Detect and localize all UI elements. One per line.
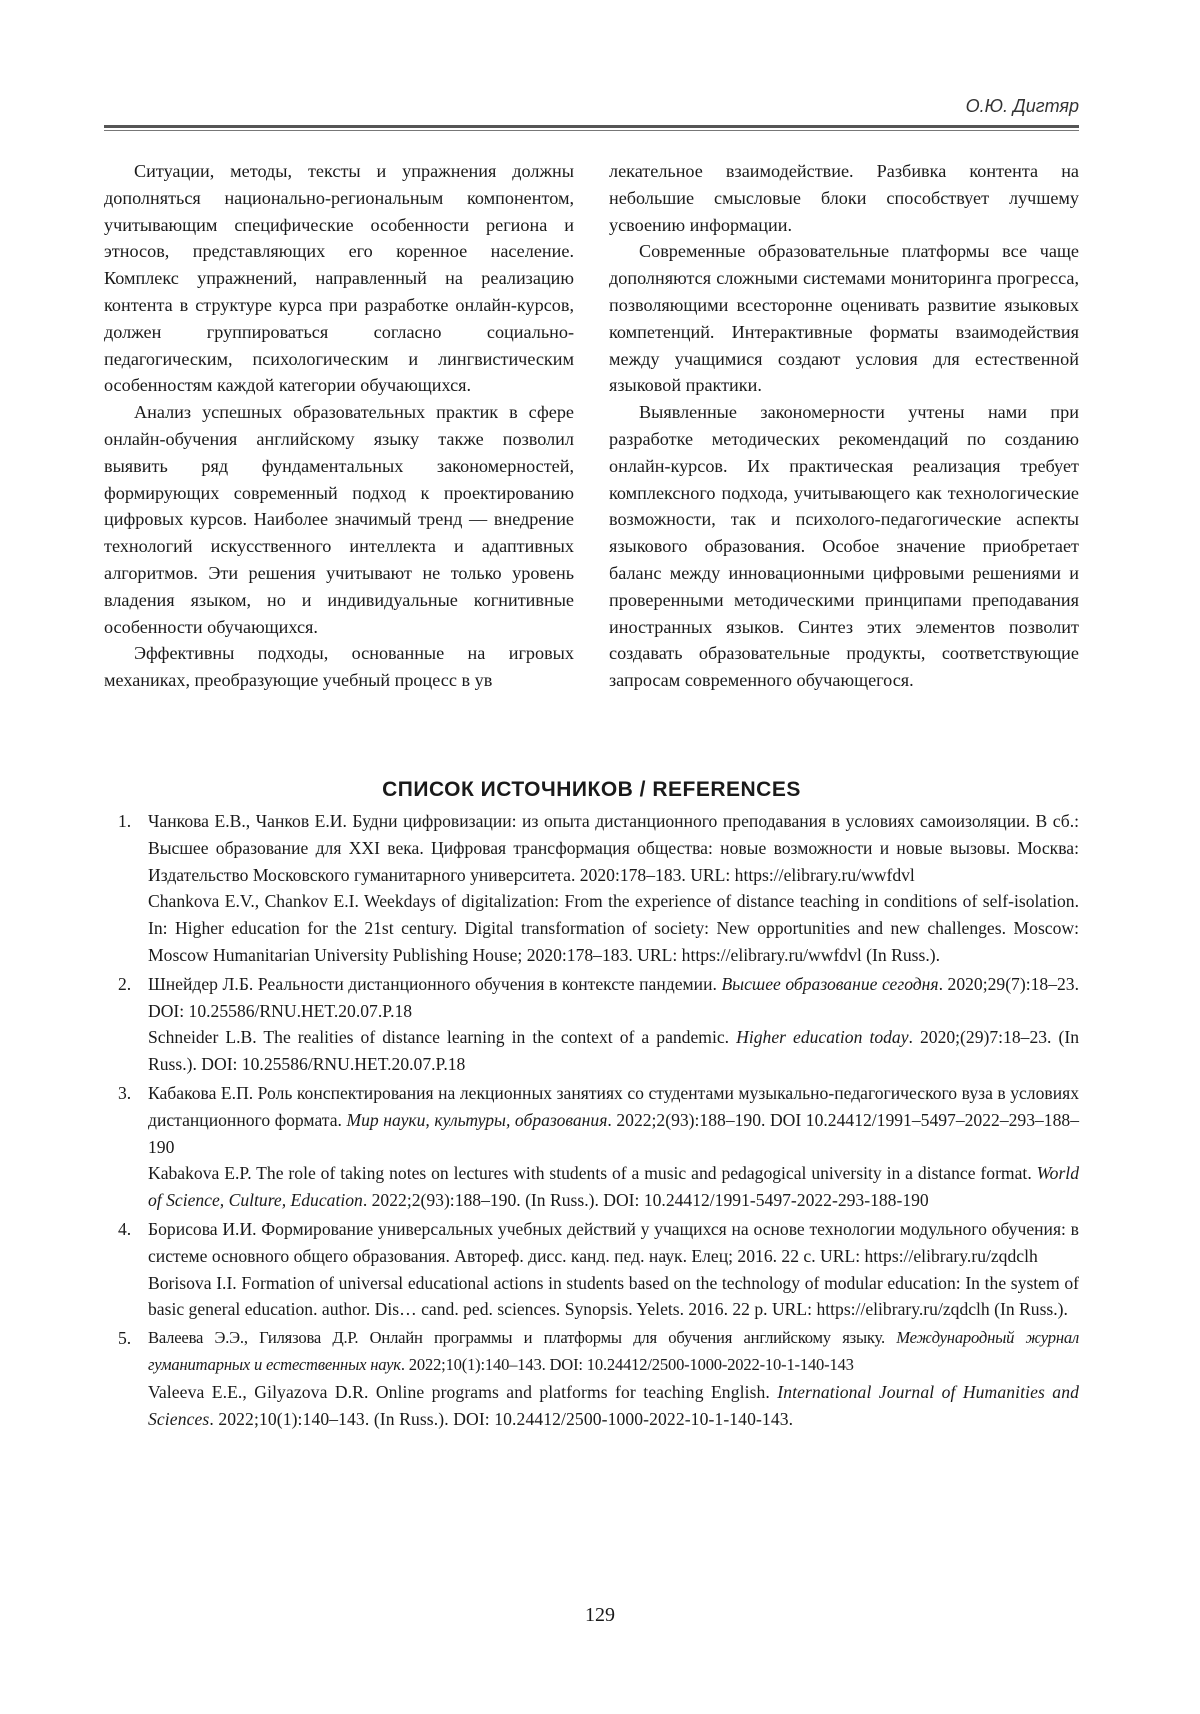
running-head-author: О.Ю. Дигтяр [965,96,1079,116]
journal-title: Higher education today [736,1027,909,1048]
reference-ru: Шнейдер Л.Б. Реальности дистанционного обучения в контексте пандемии. Высшее образование сегодня. 2020;29(7):18–23. DOI: 10.25586/RNU.HET.20.07.P.18 [148,973,1079,1021]
paragraph-continued: лекательное взаимодействие. Разбивка контента на небольшие смысловые блоки способствует лучшему усвоению информации. [609,161,1079,235]
reference-en: Schneider L.B. The realities of distance learning in the context of a pandemic. Higher education today. 2020;(29)7:18–23. (In Russ.). DOI: 10.25586/RNU.HET.20.07.P.18 [148,1027,1079,1075]
journal-title: Международный журнал гуманитарных и естественных наук [148,1328,1079,1374]
paragraph: Ситуации, методы, тексты и упражнения должны дополняться национально-региональным компонентом, учитывающим специфические особенности региона и этносов, представляющих его коренное население. Комплекс упражнений, направленный на реализацию контента в структуре курса при разработке онлайн-курсов, должен группироваться согласно социально-педагогическим, психологическим и лингвистическим особенностям каждой категории обучающихся. [104,161,574,396]
reference-number: 2. [118,973,132,994]
paragraph: Эффективны подходы, основанные на игровых механиках, преобразующие учебный процесс в ув [104,643,574,691]
reference-en: Valeeva E.E., Gilyazova D.R. Online programs and platforms for teaching English. International Journal of Humanities and Sciences. 2022;10(1):140–143. (In Russ.). DOI: 10.24412/2500-1000-2022-10-1-140-143. [148,1381,1079,1429]
references-heading: СПИСОК ИСТОЧНИКОВ / REFERENCES [382,778,801,801]
body-columns [104,158,1079,694]
paragraph: Анализ успешных образовательных практик в сфере онлайн-обучения английскому языку также позволил выявить ряд фундаментальных закономерностей, формирующих современный подход к проектированию цифровых курсов. Наиболее значимый тренд — внедрение технологий искусственного интеллекта и адаптивных алгоритмов. Эти решения учитывают не только уровень владения языком, но и индивидуальные когнитивные особенности обучающихся. [104,402,574,637]
right-column [609,158,1079,694]
reference-number: 3. [118,1082,132,1103]
reference-item [118,971,1079,1078]
reference-number: 1. [118,811,132,831]
journal-title: World of Science, Culture, Education [148,1163,1079,1211]
reference-item [118,1216,1079,1323]
reference-en: Chankova E.V., Chankov E.I. Weekdays of digitalization: From the experience of distance teaching in conditions of self-isolation. In: Higher education for the 21st century. Digital transformation of society: New opportunities and new challenges. Moscow: Moscow Humanitarian University Publishing House; 2020:178–183. URL: https://elibrary.ru/wwfdvl (In Russ.). [148,891,1079,965]
reference-item [118,1080,1079,1214]
journal-title: Высшее образование сегодня [721,973,939,994]
reference-number: 4. [118,1218,132,1239]
header-rule-thick [104,125,1079,128]
journal-title: Мир науки, культуры, образования [346,1109,608,1130]
reference-en: Kabakova E.P. The role of taking notes on lectures with students of a music and pedagogical university in a distance format. World of Science, Culture, Education. 2022;2(93):188–190. (In Russ.). DOI: 10.24412/1991-5497-2022-293-188-190 [148,1163,1079,1211]
reference-ru: Валеева Э.Э., Гилязова Д.Р. Онлайн программы и платформы для обучения английскому языку. Международный журнал гуманитарных и естественных наук. 2022;10(1):140–143. DOI: 10.24412/2500-1000-2022-10-1-140-143 [148,1328,1079,1374]
paragraph: Выявленные закономерности учтены нами при разработке методических рекомендаций по созданию онлайн-курсов. Их практическая реализация требует комплексного подхода, учитывающего как технологические возможности, так и психолого-педагогические аспекты языкового образования. Особое значение приобретает баланс между инновационными цифровыми решениями и проверенными методическими принципами преподавания иностранных языков. Синтез этих элементов позволит создавать образовательные продукты, соответствующие запросам современного обучающегося. [609,402,1079,691]
reference-item [118,1325,1079,1432]
page-number: 129 [585,1604,615,1626]
reference-en: Borisova I.I. Formation of universal educational actions in students based on the technology of modular education: In the system of basic general education. author. Dis… cand. ped. sciences. Synopsis. Yelets. 2016. 22 p. URL: https://elibrary.ru/zqdclh (In Russ.). [148,1272,1079,1320]
journal-title: International Journal of Humanities and Sciences [148,1381,1079,1429]
reference-item [118,808,1079,969]
left-column [104,158,574,694]
reference-number: 5. [118,1328,132,1349]
reference-ru: Чанкова Е.В., Чанков Е.И. Будни цифровизации: из опыта дистанционного преподавания в условиях самоизоляции. В сб.: Высшее образование для XXI века. Цифровая трансформация общества: новые возможности и новые вызовы. Москва: Издательство Московского гуманитарного университета. 2020:178–183. URL: https://elibrary.ru/wwfdvl [148,811,1079,885]
paragraph: Современные образовательные платформы все чаще дополняются сложными системами мониторинга прогресса, позволяющими всесторонне оценивать развитие языковых компетенций. Интерактивные форматы взаимодействия между учащимися создают условия для естественной языковой практики. [609,241,1079,396]
reference-ru: Кабакова Е.П. Роль конспектирования на лекционных занятиях со студентами музыкально-педагогического вуза в условиях дистанционного формата. Мир науки, культуры, образования. 2022;2(93):188–190. DOI 10.24412/1991–5497–2022–293–188–190 [148,1082,1079,1157]
reference-ru: Борисова И.И. Формирование универсальных учебных действий у учащихся на основе технологии модульного обучения: в системе основного общего образования. Автореф. дисс. канд. пед. наук. Елец; 2016. 22 с. URL: https://elibrary.ru/zqdclh [148,1218,1079,1266]
references-list [118,808,1079,1434]
header-rule-thin [104,130,1079,131]
